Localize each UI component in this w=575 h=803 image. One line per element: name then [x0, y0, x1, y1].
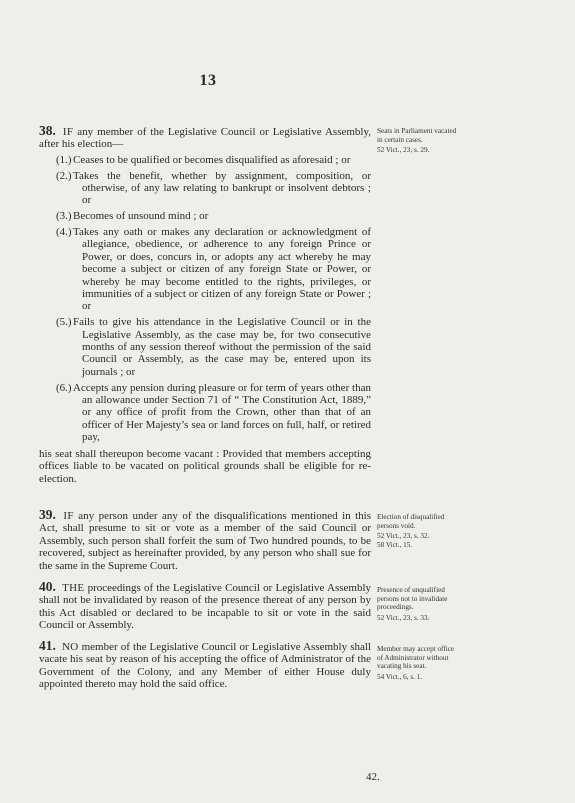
section-number: 39. — [39, 507, 56, 522]
margin-citation: 54 Vict., 6, s. 1. — [377, 672, 423, 681]
subsection-item — [39, 226, 371, 313]
subsection-text: Takes any oath or makes any declaration or acknowledgment of allegiance, obedience, or adherence to any foreign Prince or Power, or does, concurs in, or adopts any act whereby he may become a subject or citizen of any foreign State or Power, or whereby he may become entitled to the rights, privileges, or immunities of a subject or citizen of any foreign State or Power ; or — [73, 226, 371, 313]
subsection-number: (5.) — [56, 316, 72, 329]
subsection-list — [39, 154, 371, 444]
margin-citation: 52 Vict., 23, s. 32. — [377, 532, 430, 541]
margin-citation: 52 Vict., 23, s. 33. — [377, 613, 430, 622]
subsection-number: (3.) — [56, 210, 72, 223]
section-lead-word: IF — [62, 126, 74, 138]
subsection-item — [39, 316, 371, 378]
subsection-item — [39, 154, 371, 166]
section-38-intro — [39, 125, 371, 151]
subsection-text: Ceases to be qualified or becomes disqualified as aforesaid ; or — [73, 153, 351, 166]
margin-citation: 58 Vict., 15. — [377, 540, 413, 549]
margin-note-text: Seats in Parliament vacated in certain cases. — [377, 127, 457, 144]
section-intro-text: member of the Legislative Council or Legislative Assembly shall vacate his seat by reason of his accepting the office of Administrator of the Government of the Colony, and any Member of either House duly appointed thereto may hold the said office. — [39, 641, 371, 691]
subsection-text: Becomes of unsound mind ; or — [73, 210, 209, 223]
section-38-conclusion: his seat shall thereupon become vacant : Provided that members accepting offices liable to be vacated on political grounds shall be eligible for re-election. — [39, 447, 371, 485]
subsection-item — [39, 382, 371, 444]
margin-citation: 52 Vict., 23, s. 29. — [377, 146, 430, 155]
margin-note-text: Election of disqualified persons void. — [377, 513, 445, 530]
section-lead-word: IF — [63, 510, 74, 522]
subsection-text: Takes the benefit, whether by assignment, composition, or otherwise, of any law relating to bankrupt or insolvent debtors ; or — [73, 169, 371, 207]
page-number: 13 — [199, 72, 217, 89]
section-number: 41. — [39, 638, 56, 653]
section-intro-text: any person under any of the disqualifications mentioned in this Act, shall presume to sit or vote as a member of the said Council or Assembly, such person shall forfeit the sum of Two hundred pounds, to be recovered, subject as hereinafter provided, by any person who shall sue for the same in the Supreme Court. — [39, 510, 372, 572]
margin-note-text: Member may accept office of Administrator without vacating his seat. — [377, 645, 455, 671]
section-lead-word: NO — [61, 641, 79, 653]
section-39 — [39, 509, 371, 572]
subsection-number: (4.) — [56, 226, 72, 239]
section-38 — [39, 125, 371, 485]
section-41 — [39, 640, 371, 691]
section-40 — [39, 581, 371, 632]
section-intro-text: proceedings of the Legislative Council or Legislative Assembly shall not be invalidated by reason of the presence thereat of any person by this Act disabled or declared to be incapable to sit or vote in the said Council or Assembly. — [39, 582, 371, 632]
section-intro-text: any member of the Legislative Council or Legislative Assembly, after his election— — [39, 126, 372, 151]
subsection-number: (2.) — [56, 169, 72, 182]
section-lead-word: THE — [62, 582, 85, 594]
margin-note-text: Presence of unqualified persons not to invalidate proceedings. — [377, 586, 448, 612]
catchword: 42. — [366, 771, 380, 783]
margin-note-41 — [377, 645, 457, 681]
subsection-number: (6.) — [56, 381, 72, 394]
subsection-number: (1.) — [56, 153, 72, 166]
margin-note-38 — [377, 127, 457, 155]
subsection-text: Fails to give his attendance in the Legislative Council or in the Legislative Assembly, as the case may be, for two consecutive months of any session thereof without the permission of the said Council or Assembly, as the case may be, entered upon its journals ; or — [73, 316, 371, 378]
subsection-item — [39, 170, 371, 207]
margin-note-40 — [377, 586, 457, 622]
section-number: 40. — [39, 579, 56, 594]
section-number: 38. — [39, 123, 56, 138]
subsection-text: Accepts any pension during pleasure or for term of years other than an allowance under Section 71 of “ The Constitution Act, 1889,” or any office of profit from the Crown, other than that of an officer of Her Majesty’s sea or land forces on full, half, or retired pay, — [73, 381, 371, 444]
subsection-item — [39, 210, 371, 222]
margin-note-39 — [377, 513, 457, 549]
